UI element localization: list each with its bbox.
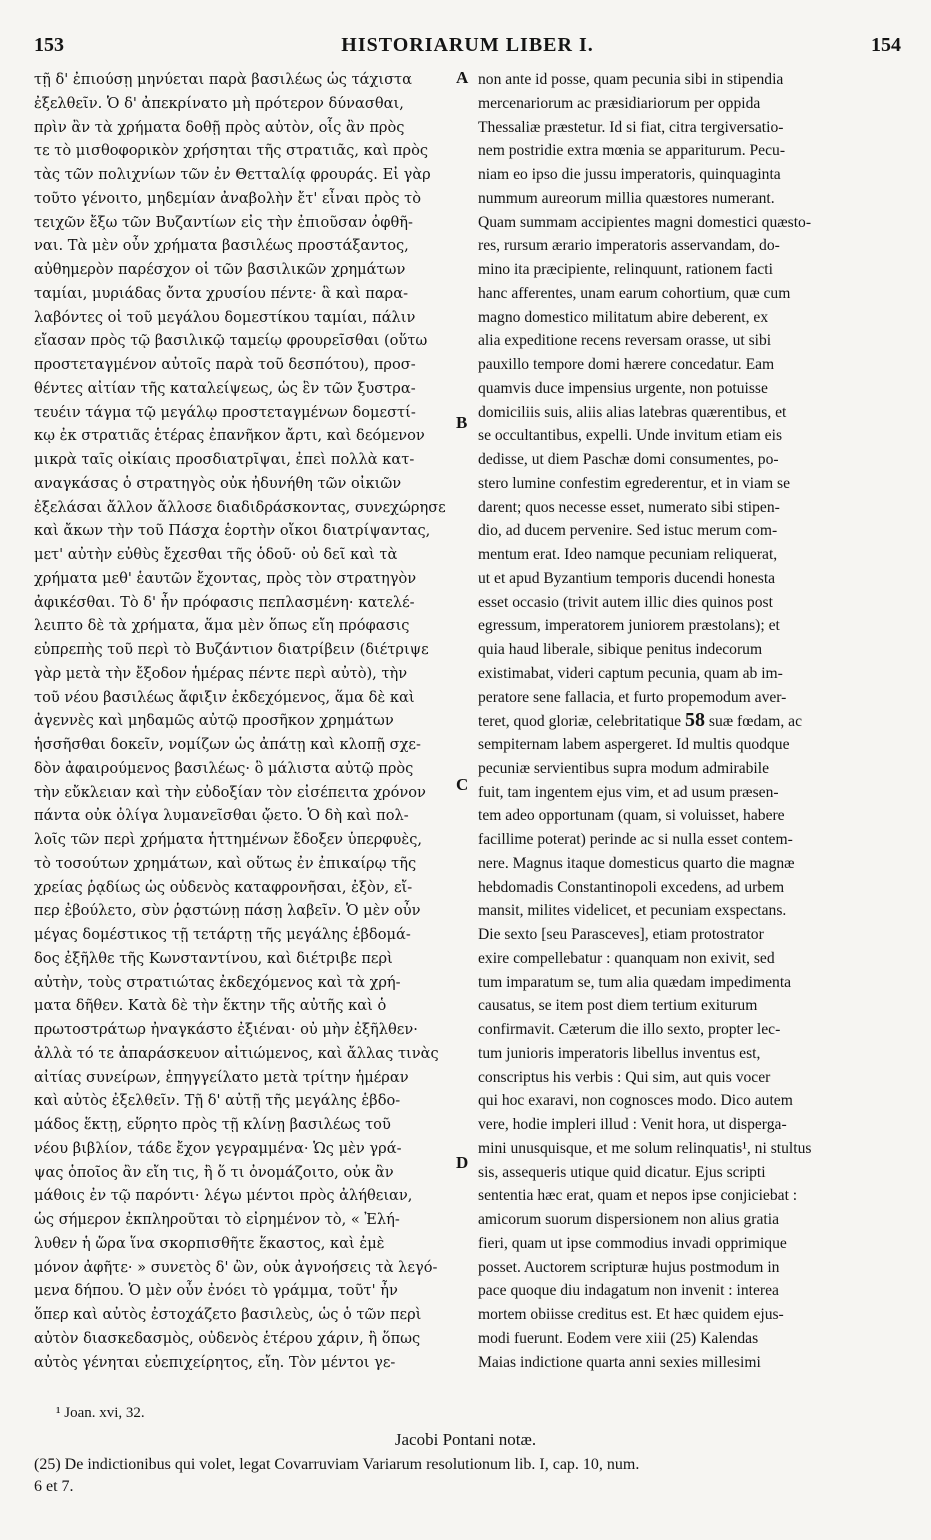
greek-text-line: εὐπρεπὴς τοῦ περὶ τὸ Βυζάντιον διατρίβειν (διέτριψε xyxy=(34,641,429,658)
latin-text-line: causatus, se item post diem tertium exiturum xyxy=(478,997,758,1015)
greek-text-line: ἐξελθεῖν. Ὁ δ' ἀπεκρίνατο μὴ πρότερον δύνασθαι, xyxy=(34,94,404,112)
latin-text-line: existimabat, videri captum pecunia, quam ab im- xyxy=(478,664,783,682)
latin-text-line: res, rursum ærario imperatoris asservandam, do- xyxy=(478,237,780,255)
greek-text-line: λειπτο δὲ τὰ χρήματα, ἅμα μὲν ὅπως εἴη πρόφασις xyxy=(34,617,410,635)
greek-text-line: ὅπερ καὶ αὐτὸς ἐστοχάζετο βασιλεὺς, ὡς ὁ τῶν περὶ xyxy=(34,1306,422,1323)
greek-text-line: τῇ δ' ἐπιούσῃ μηνύεται παρὰ βασιλέως ὡς τάχιστα xyxy=(34,71,412,88)
greek-text-line: γὰρ μετὰ τὴν ἔξοδον ἡμέρας πέντε περὶ αὐτὸ), τὴν xyxy=(34,664,408,682)
latin-text-line: exire compellebatur : quanquam non exivit, sed xyxy=(478,949,775,967)
greek-text-line: καὶ αὐτὸς ἐξελθεῖν. Τῇ δ' αὐτῇ τῆς μεγάλης ἑβδο- xyxy=(34,1092,401,1110)
greek-text-line: τε τὸ μισθοφορικὸν χρήσηται τῆς στρατιᾶς, καὶ πρὸς xyxy=(34,142,429,160)
latin-text-line: esset occasio (trivit autem illic dies quinos post xyxy=(478,593,773,611)
greek-text-line: τοῦ νέου βασιλέως ἄφιξιν ἐκδεχόμενος, ἅμα δὲ καὶ xyxy=(34,688,415,706)
latin-text-line: ut et apud Byzantium temporis ducendi honesta xyxy=(478,569,776,587)
latin-text-line: magno domestico militatum abire deberent, ex xyxy=(478,308,769,326)
greek-text-line: χρήματα μεθ' ἑαυτῶν ἔχοντας, πρὸς τὸν στρατηγὸν xyxy=(34,569,417,587)
latin-text-line: niam eo ipso die jussu imperatoris, quinquaginta xyxy=(478,166,781,183)
page-number-right: 154 xyxy=(871,34,901,56)
latin-text-line: Die sexto [seu Parasceves], etiam protostrator xyxy=(478,926,764,943)
greek-text-line: ψας ὁποῖος ἂν εἴη τις, ἢ ὅ τι ὀνομάζοιτο, οὐκ ἂν xyxy=(34,1163,394,1181)
greek-text-line: μέγας δομέστικος τῇ τετάρτῃ τῆς μεγάλης ἑβδομά- xyxy=(34,926,411,943)
latin-text-line: pace quoque diu indagatum non invenit : interea xyxy=(478,1282,779,1300)
latin-text-line: egressum, imperatorem juniorem præstolans); et xyxy=(478,617,780,635)
latin-text-line: quamvis duce impensius urgente, non potuisse xyxy=(478,379,768,397)
latin-text-line: nere. Magnus itaque domesticus quarto die magnæ xyxy=(478,854,795,872)
latin-text-line: fieri, quam ut ipse commodius invadi opprimique xyxy=(478,1234,787,1252)
latin-text-line: Quam summam accipientes magni domestici quæsto- xyxy=(478,213,812,231)
latin-text-line: confirmavit. Cæterum die illo sexto, propter lec- xyxy=(478,1021,781,1038)
latin-text-line: quia haud liberale, sibique penitus indecorum xyxy=(478,641,763,658)
greek-text-line: ἀλλὰ τό τε ἀπαράσκευον αἰτιώμενος, καὶ ἄλλας τινὰς xyxy=(34,1044,439,1062)
running-header xyxy=(34,34,901,64)
greek-text-line: αἰτίας συνείρων, ἐπηγγείλατο μετὰ τρίτην ἡμέραν xyxy=(34,1068,409,1086)
greek-text-line: αναγκάσας ὁ στρατηγὸς οὐκ ἠδυνήθη τῶν οἰκιῶν xyxy=(34,474,402,492)
notes-heading: Jacobi Pontani notæ. xyxy=(394,1430,537,1449)
latin-text-line: modi fuerunt. Eodem vere xiii (25) Kalendas xyxy=(478,1329,759,1347)
latin-text-line: fuit, tam ingentem ejus vim, et ad usum præsen- xyxy=(478,783,779,801)
greek-text-line: μικρὰ ταῖς οἰκίαις προσδιατρῖψαι, ἐπεὶ πολλὰ κατ- xyxy=(34,451,415,468)
greek-text-line: προστεταγμένον αὐτοῖς παρὰ τοῦ δεσπότου), προσ- xyxy=(34,356,416,373)
note-line: 6 et 7. xyxy=(34,1478,74,1495)
greek-text-line: ναι. Τὰ μὲν οὖν χρήματα βασιλέως προστάξαντος, xyxy=(34,237,409,255)
greek-text-line: περ ἐβούλετο, σὺν ῥᾳστώνῃ πάσῃ λαβεῖν. Ὁ μὲν οὖν xyxy=(34,902,421,920)
greek-text-line: λυθεν ἡ ὥρα ἵνα σκορπισθῆτε ἕκαστος, καὶ ἐμὲ xyxy=(34,1234,385,1252)
latin-text-line: tum imparatum se, tum alia quædam impedimenta xyxy=(478,973,792,991)
greek-text-line: μάδος ἕκτῃ, εὕρητο πρὸς τῇ κλίνῃ βασιλέως τοῦ xyxy=(34,1116,391,1133)
greek-text-line: τὸ τοσούτων χρημάτων, καὶ οὕτως ἐν ἐπικαίρῳ τῆς xyxy=(34,854,417,872)
page-number-left: 153 xyxy=(34,34,64,56)
greek-text-column xyxy=(34,68,462,1398)
latin-text-line: mino ita præcipiente, relinquunt, rationem facti xyxy=(478,261,773,278)
latin-text-line: sempiternam labem aspergeret. Id multis quodque xyxy=(478,736,790,753)
section-mark-b: B xyxy=(456,413,468,432)
latin-text-line: posset. Auctorem scripturæ hujus postmodum in xyxy=(478,1258,780,1276)
latin-text-line: facillime poterat) perinde ac si nulla esset contem- xyxy=(478,831,793,848)
latin-text-line: alia expeditione recens reversam orasse, ut sibi xyxy=(478,332,772,350)
latin-text-line: mansit, milites videlicet, et pecuniam exspectans. xyxy=(478,902,787,920)
latin-text-line: tem adeo opportunam (quam, si voluisset, habere xyxy=(478,807,785,825)
note-line: (25) De indictionibus qui volet, legat Covarruviam Variarum resolutionum lib. I, cap. 10, num. xyxy=(34,1456,640,1473)
latin-text-line: domiciliis suis, aliis alias latebras quærentibus, et xyxy=(478,403,787,421)
greek-text-line: τὰς τῶν πολιχνίων τῶν ἐν Θετταλίᾳ φρουράς. Εἰ γὰρ xyxy=(34,166,431,183)
latin-text-line: nummum aureorum millia quæstores numerant. xyxy=(478,189,775,207)
greek-text-line: πάντα οὐκ ὀλίγα λυμανεῖσθαι ᾤετο. Ὁ δὴ καὶ πολ- xyxy=(34,807,409,825)
latin-text-line: hebdomadis Constantinopoli excedens, ad urbem xyxy=(478,878,785,896)
greek-text-line: εἴασαν πρὸς τῷ βασιλικῷ ταμείῳ φρουρεῖσθαι (οὕτω xyxy=(34,332,428,350)
latin-text-line: conscriptus his verbis : Qui sim, aut quis vocer xyxy=(478,1068,771,1086)
greek-text-line: δὸν ἀφαιρούμενος βασιλέως· ὃ μάλιστα αὐτῷ πρὸς xyxy=(34,759,414,777)
greek-text-line: αὐτὴν, τοὺς στρατιώτας ἐκδεχόμενος καὶ τὰ χρή- xyxy=(34,973,401,991)
greek-text-line: ὡς σήμερον ἐκπληροῦται τὸ εἰρημένον τὸ, « Ἐλή- xyxy=(34,1211,400,1228)
latin-text-line: stero lumine confestim egrederentur, et in viam se xyxy=(478,474,791,492)
latin-text-line: nem postridie extra mœnia se appariturum. Pecu- xyxy=(478,142,786,160)
footnote: ¹ Joan. xvi, 32. xyxy=(56,1405,145,1421)
latin-text-line: tum junioris imperatoris libellus inventus est, xyxy=(478,1044,761,1062)
greek-text-line: νέου βιβλίον, τάδε ἔχον γεγραμμένα· Ὡς μὲν γρά- xyxy=(34,1139,402,1157)
latin-text-line: Thessaliæ præstetur. Id si fiat, citra tergiversatio- xyxy=(478,118,784,136)
greek-text-line: δος ἐξῆλθε τῆς Κωνσταντίνου, καὶ διέτριβε περὶ xyxy=(34,949,393,967)
latin-text-line: non ante id posse, quam pecunia sibi in stipendia xyxy=(478,71,784,88)
latin-text-line: sententia hæc erat, quam et nepos ipse conjiciebat : xyxy=(478,1187,798,1205)
latin-text-column xyxy=(478,68,898,1398)
latin-text-line: dio, ad ducem pervenire. Sed istuc merum com- xyxy=(478,522,778,540)
latin-text-line: mentum erat. Ideo namque pecuniam reliquerat, xyxy=(478,546,778,563)
greek-text-line: αὐθημερὸν παρέσχον οἱ τῶν βασιλικῶν χρημάτων xyxy=(34,261,406,278)
running-title: HISTORIARUM LIBER I. xyxy=(341,34,594,56)
greek-text-line: ταμίαι, μυριάδας ὄντα χρυσίου πέντε· ἃ καὶ παρα- xyxy=(34,284,409,302)
latin-text-line: pauxillo tempore domi hærere concedatur. Eam xyxy=(478,356,775,373)
greek-text-line: αὐτὸν διασκεδασμὸς, οὐδενὸς ἑτέρου χάριν, ἢ ὅπως xyxy=(34,1329,421,1347)
latin-text-line: pecuniæ servientibus supra modum admirabile xyxy=(478,759,770,777)
greek-text-line: ἀφικέσθαι. Τὸ δ' ἦν πρόφασις πεπλασμένη· κατελέ- xyxy=(34,593,415,611)
latin-text-line: mercenariorum ac præsidiariorum per oppida xyxy=(478,94,761,112)
latin-text-line: hanc afferentes, unam earum cohortium, quæ cum xyxy=(478,284,791,302)
greek-text-line: τοῦτο γένοιτο, μηδεμίαν ἀναβολὴν ἔτ' εἶναι πρὸς τὸ xyxy=(34,189,422,207)
section-mark-d: D xyxy=(456,1153,469,1172)
greek-text-line: ἐξελάσαι ἄλλον ἄλλοσε διαδιδράσκοντας, συνεχώρησε xyxy=(34,498,446,516)
greek-text-line: μάθοις ἐν τῷ παρόντι· λέγω μέντοι πρὸς ἀλήθειαν, xyxy=(34,1187,413,1205)
greek-text-line: τευέιν τάγμα τῷ μεγάλῳ προστεταγμένων δομεστί- xyxy=(34,403,416,421)
section-mark-a: A xyxy=(456,68,469,87)
greek-text-line: μενα δήπου. Ὁ μὲν οὖν ἐνόει τὸ γράμμα, τοῦτ' ἦν xyxy=(34,1282,398,1300)
latin-text-line: amicorum suorum dispersionem non alius gratia xyxy=(478,1211,779,1228)
latin-text-line: vere, hodie impleri illud : Venit hora, ut disperga- xyxy=(478,1116,787,1133)
greek-text-line: ἀγεννὲς καὶ μηδαμῶς αὐτῷ προσῆκον χρημάτων xyxy=(34,712,394,730)
latin-text-line: dedisse, ut diem Paschæ domi consumentes, po- xyxy=(478,451,779,468)
latin-text-line: sis, assequeris utique quid dicatur. Ejus scripti xyxy=(478,1163,766,1181)
latin-text-line: mortem obiisse creditus est. Et hæc quidem ejus- xyxy=(478,1306,784,1323)
greek-text-line: θέντες αἰτίαν τῆς καταλείψεως, ὡς ἓν τῶν ξυστρα- xyxy=(34,379,416,397)
greek-text-line: μόνον ἀφῆτε· » συνετὸς δ' ὢν, οὐκ ἀγνοήσεις τὰ λεγό- xyxy=(34,1258,438,1276)
latin-text-line: se occultantibus, expelli. Unde invitum etiam eis xyxy=(478,427,783,445)
greek-text-line: τειχῶν ἔξω τῶν Βυζαντίων εἰς τὴν ἐπιοῦσαν ὀφθῆ- xyxy=(34,213,413,231)
greek-text-line: λοῖς τῶν περὶ χρήματα ἡττημένων ἔδοξεν ὑπερφυὲς, xyxy=(34,831,423,848)
latin-text-line: mini unusquisque, et me solum relinquatis¹, ni stultus xyxy=(478,1139,812,1157)
latin-text-line: qui hoc exaravi, non cognosces modo. Dico autem xyxy=(478,1092,793,1110)
greek-text-line: καὶ ἄκων τὴν τοῦ Πάσχα ἑορτὴν οἴκοι διατρίψαντας, xyxy=(34,522,431,540)
greek-text-line: μετ' αὐτὴν εὐθὺς ἔχεσθαι τῆς ὁδοῦ· οὐ δεῖ καὶ τὰ xyxy=(34,546,398,563)
latin-text-line: peratore sene fallacia, et furto propemodum aver- xyxy=(478,688,787,706)
greek-text-line: πρωτοστράτωρ ἠναγκάστο ἐξιέναι· οὐ μὴν ἐξῆλθεν· xyxy=(34,1021,418,1038)
greek-text-line: κῳ ἐκ στρατιᾶς ἑτέρας ἐπανῆκον ἄρτι, καὶ δεόμενον xyxy=(34,427,425,445)
margin-number: 58 xyxy=(684,709,705,732)
greek-text-line: ἡσσῆσθαι δοκεῖν, νομίζων ὡς ἀπάτῃ καὶ κλοπῇ σχε- xyxy=(34,736,421,753)
latin-text-line: Maias indictione quarta anni sexies millesimi xyxy=(478,1353,761,1371)
greek-text-line: αὐτὸς γένηται εὐεπιχείρητος, εἴη. Τὸν μέντοι γε- xyxy=(34,1353,396,1371)
greek-text-line: πρὶν ἂν τὰ χρήματα δοθῇ πρὸς αὐτὸν, οἷς ἂν πρὸς xyxy=(34,118,405,136)
latin-text-line: darent; quos necesse esset, numerato sibi stipen- xyxy=(478,498,780,516)
latin-text-line: teret, quod gloriæ, celebritatique 58 suæ fœdam, ac xyxy=(478,709,802,732)
greek-text-line: χρείας ῥᾳδίως ὡς οὐδενὸς καταφρονῆσαι, ἐξὸν, εἴ- xyxy=(34,878,413,896)
greek-text-line: τὴν εὔκλειαν καὶ τὴν εὐδοξίαν τὸν εἰσέπειτα χρόνον xyxy=(34,783,426,801)
greek-text-line: λαβόντες οἱ τοῦ μεγάλου δομεστίκου ταμίαι, πάλιν xyxy=(34,308,416,326)
section-mark-c: C xyxy=(456,775,469,794)
greek-text-line: ματα δῆθεν. Κατὰ δὲ τὴν ἕκτην τῆς αὐτῆς καὶ ὁ xyxy=(34,997,387,1015)
